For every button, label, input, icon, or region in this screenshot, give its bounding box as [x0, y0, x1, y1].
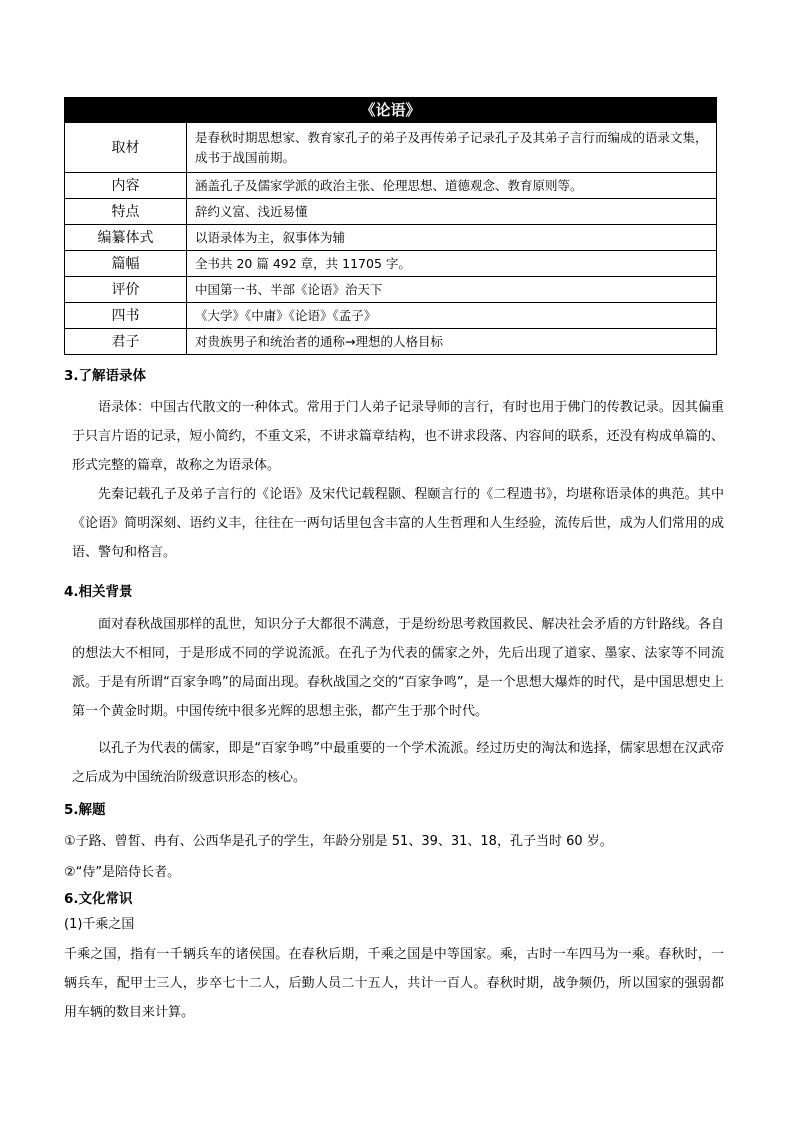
- row-value: 对贵族男子和统治者的通称→理想的人格目标: [187, 329, 717, 355]
- table-row: [65, 303, 717, 329]
- row-label: 评价: [65, 277, 187, 303]
- row-label: 四书: [65, 303, 187, 329]
- table-row: [65, 329, 717, 355]
- row-label: 内容: [65, 173, 187, 199]
- table-row: [65, 173, 717, 199]
- section-heading-background: 4.相关背景: [64, 584, 133, 600]
- paragraph: 面对春秋战国那样的乱世，知识分子大都很不满意，于是纷纷思考救国救民、解决社会矛盾的方针路线。各自的想法大不相同，于是形成不同的学说流派。在孔子为代表的儒家之外，先后出现了道家、墨家、法家等不同流派。于是有所谓“百家争鸣”的局面出现。春秋战国之交的“百家争鸣”，是一个思想大爆炸的时代，是中国思想史上第一个黄金时期。中国传统中很多光辉的思想主张，都产生于那个时代。: [72, 617, 724, 719]
- table-row: [65, 251, 717, 277]
- row-value: 《大学》《中庸》《论语》《孟子》: [187, 303, 717, 329]
- list-item: ①子路、曾皙、冉有、公西华是孔子的学生，年龄分别是 51、39、31、18，孔子当时 60 岁。: [64, 834, 613, 849]
- paragraph: 以孔子为代表的儒家，即是“百家争鸣”中最重要的一个学术流派。经过历史的淘汰和选择，儒家思想在汉武帝之后成为中国统治阶级意识形态的核心。: [72, 741, 724, 785]
- row-label: 特点: [65, 199, 187, 225]
- row-value: 全书共 20 篇 492 章，共 11705 字。: [187, 251, 717, 277]
- row-value: 以语录体为主，叙事体为辅: [187, 225, 717, 251]
- subheading: (1)千乘之国: [64, 917, 135, 932]
- row-label: 君子: [65, 329, 187, 355]
- table-header-row: [65, 98, 717, 123]
- section-heading-yuluti: 3.了解语录体: [64, 368, 147, 384]
- row-label: 编纂体式: [65, 225, 187, 251]
- row-value: 涵盖孔子及儒家学派的政治主张、伦理思想、道德观念、教育原则等。: [187, 173, 717, 199]
- table-title: 《论语》: [65, 98, 717, 123]
- row-label: 取材: [65, 123, 187, 173]
- lunyu-info-table: [64, 97, 717, 355]
- row-label: 篇幅: [65, 251, 187, 277]
- section-heading-jieti: 5.解题: [64, 802, 106, 818]
- table-row: [65, 123, 717, 173]
- row-value: 是春秋时期思想家、教育家孔子的弟子及再传弟子记录孔子及其弟子言行而编成的语录文集，成书于战国前期。: [187, 123, 717, 173]
- row-value: 中国第一书、半部《论语》治天下: [187, 277, 717, 303]
- row-value: 辞约义富、浅近易懂: [187, 199, 717, 225]
- table-row: [65, 225, 717, 251]
- section-heading-culture: 6.文化常识: [64, 891, 133, 907]
- paragraph: 语录体：中国古代散文的一种体式。常用于门人弟子记录导师的言行，有时也用于佛门的传教记录。因其偏重于只言片语的记录，短小简约，不重文采，不讲求篇章结构，也不讲求段落、内容间的联系，还没有构成单篇的、形式完整的篇章，故称之为语录体。: [72, 400, 724, 473]
- table-row: [65, 199, 717, 225]
- paragraph: 先秦记载孔子及弟子言行的《论语》及宋代记载程颢、程颐言行的《二程遗书》，均堪称语录体的典范。其中《论语》简明深刻、语约义丰，往往在一两句话里包含丰富的人生哲理和人生经验，流传后世，成为人们常用的成语、警句和格言。: [72, 487, 724, 560]
- paragraph: 千乘之国，指有一千辆兵车的诸侯国。在春秋后期，千乘之国是中等国家。乘，古时一车四马为一乘。春秋时，一辆兵车，配甲士三人，步卒七十二人，后勤人员二十五人，共计一百人。春秋时期，战争频仍，所以国家的强弱都用车辆的数目来计算。: [64, 947, 724, 1020]
- table-row: [65, 277, 717, 303]
- list-item: ②“侍”是陪侍长者。: [64, 865, 181, 880]
